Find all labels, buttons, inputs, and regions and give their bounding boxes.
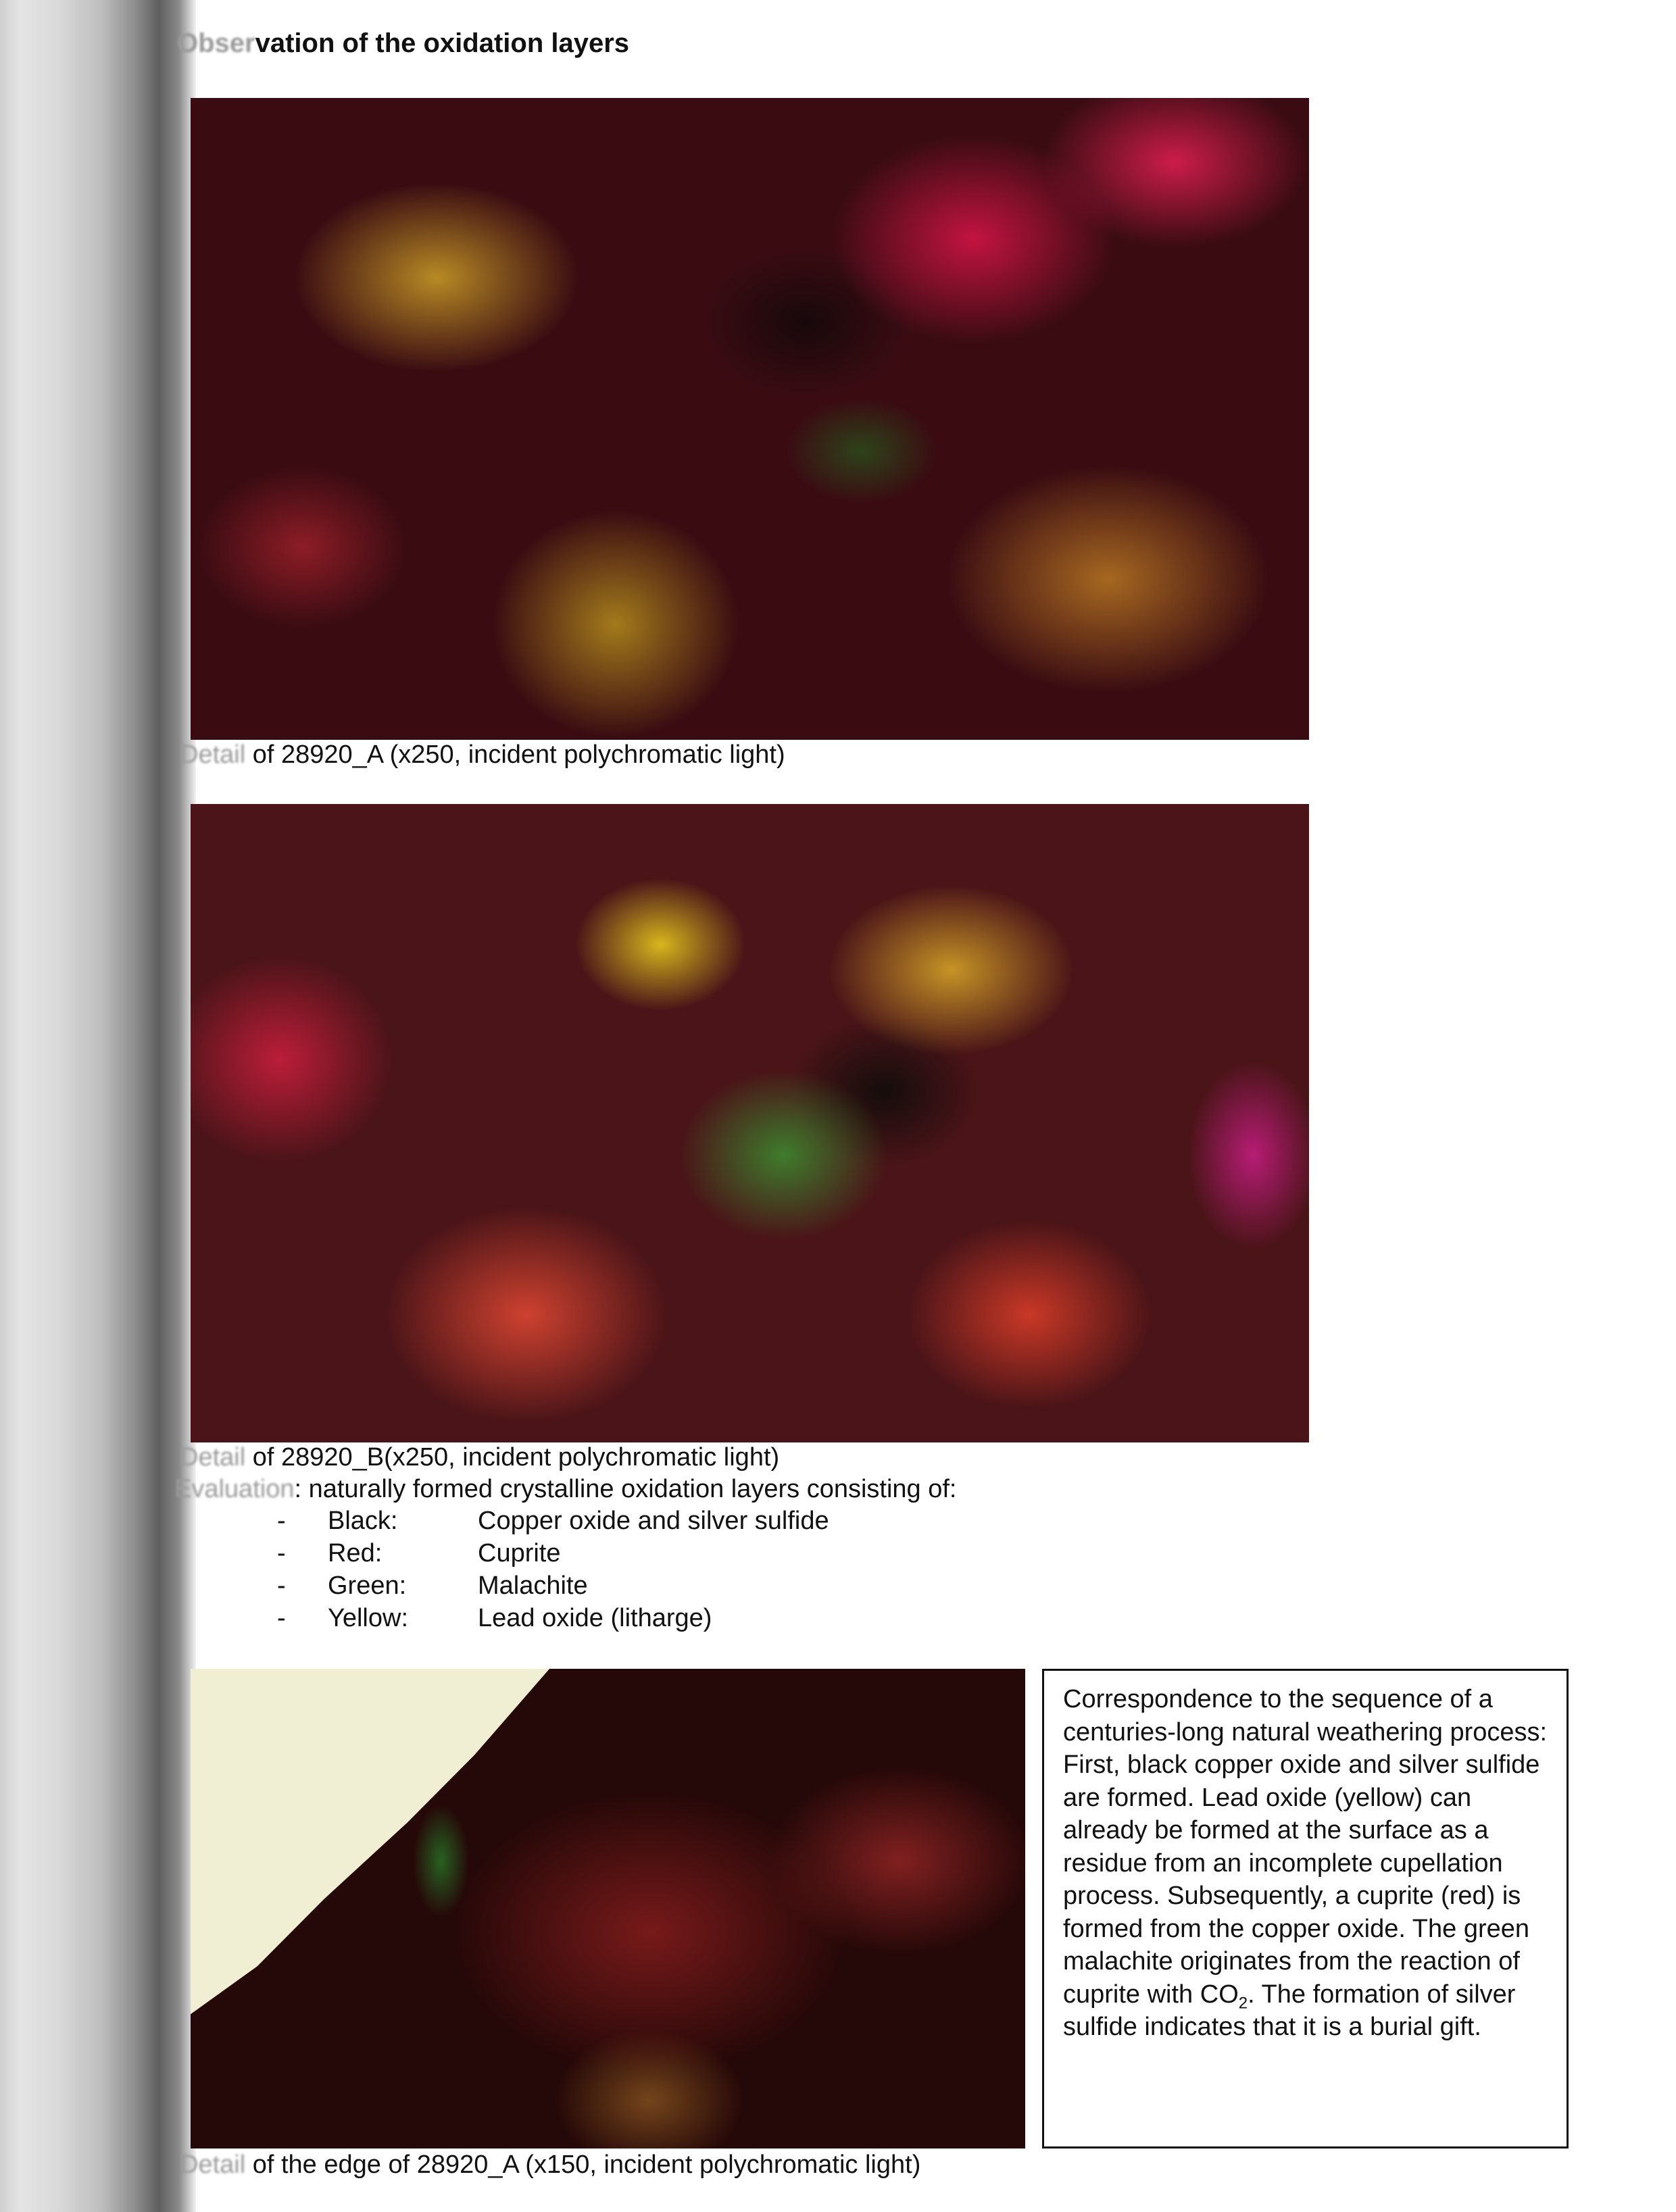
caption-c-faded: Detail (180, 2151, 246, 2179)
list-dash: - (277, 1507, 286, 1535)
co2-subscript: 2 (1238, 1994, 1248, 2013)
micrograph-28920-a (191, 98, 1309, 740)
caption-a-faded: Detail (180, 740, 246, 769)
list-term: Yellow: (328, 1604, 409, 1632)
micrograph-28920-a-edge (191, 1669, 1025, 2148)
note-body (1063, 1749, 1548, 2044)
caption-c-text: of the edge of 28920_A (x150, incident polychromatic light) (245, 2151, 921, 2179)
caption-b-text: of 28920_B(x250, incident polychromatic light) (245, 1443, 780, 1472)
list-description: Malachite (478, 1572, 588, 1600)
list-dash: - (277, 1539, 286, 1567)
list-description: Copper oxide and silver sulfide (478, 1507, 829, 1535)
list-dash: - (277, 1604, 286, 1632)
page-title (177, 28, 629, 59)
caption-figure-c (180, 2151, 920, 2180)
note-body-main: First, black copper oxide and silver sulfide are formed. Lead oxide (yellow) can already be formed at the surface as a residue from an incomplete cupellation process. Subsequently, a cuprite (red) is formed from the copper oxide. The green malachite originates from the reaction of cuprite with CO (1063, 1751, 1540, 2009)
note-body-end: . The formation of silver sulfide indicates that it is a burial gift. (1063, 1980, 1516, 2041)
list-description: Cuprite (478, 1539, 561, 1567)
caption-b-faded: Detail (180, 1443, 246, 1472)
list-description: Lead oxide (litharge) (478, 1604, 712, 1632)
title-faded-prefix: Obser (177, 28, 255, 58)
note-intro: Correspondence to the sequence of a centuries-long natural weathering process: (1063, 1685, 1548, 1746)
weathering-note-box (1042, 1669, 1569, 2148)
list-dash: - (277, 1572, 286, 1600)
caption-figure-b (180, 1443, 779, 1472)
book-spine-shadow (0, 0, 196, 2212)
evaluation-text: : naturally formed crystalline oxidation layers consisting of: (294, 1475, 957, 1503)
list-term: Red: (328, 1539, 383, 1567)
title-text: vation of the oxidation layers (255, 28, 630, 58)
evaluation-line (174, 1475, 956, 1504)
list-term: Black: (328, 1507, 398, 1535)
list-term: Green: (328, 1572, 407, 1600)
micrograph-28920-b (191, 804, 1309, 1442)
caption-figure-a (180, 740, 785, 770)
evaluation-faded-label: Evaluation (174, 1475, 295, 1503)
caption-a-text: of 28920_A (x250, incident polychromatic light) (245, 740, 785, 769)
edge-metal-region (191, 1669, 1025, 2148)
